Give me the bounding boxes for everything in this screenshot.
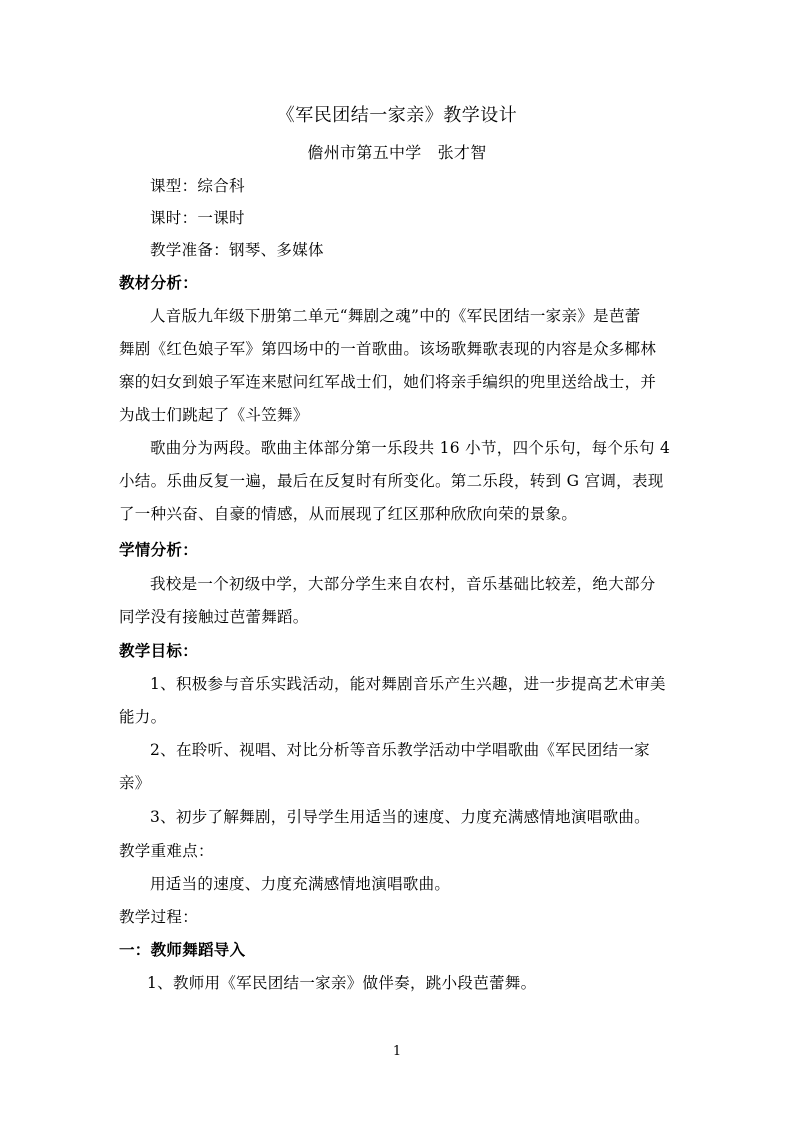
lesson-hours: 课时：一课时	[150, 209, 245, 227]
objective-1: 1、积极参与音乐实践活动，能对舞剧音乐产生兴趣，进一步提高艺术审美	[150, 675, 666, 693]
paragraph-line: 舞剧《红色娘子军》第四场中的一首歌曲。该场歌舞歌表现的内容是众多椰林	[119, 340, 657, 358]
lesson-type: 课型：综合科	[150, 177, 245, 195]
document-title: 《军民团结一家亲》教学设计	[276, 105, 518, 126]
paragraph-line: 寨的妇女到娘子军连来慰问红军战士们，她们将亲手编织的兜里送给战士，并	[119, 373, 657, 391]
process-step-1: 1、教师用《军民团结一家亲》做伴奏，跳小段芭蕾舞。	[147, 974, 537, 992]
page-number: 1	[392, 1044, 402, 1059]
paragraph-line: 小结。乐曲反复一遍，最后在反复时有所变化。第二乐段，转到 G 宫调，表现	[119, 472, 664, 490]
textbook-analysis-heading: 教材分析：	[119, 273, 199, 292]
objective-2-cont: 亲》	[119, 774, 151, 792]
objective-1-cont: 能力。	[119, 708, 167, 726]
student-analysis-heading: 学情分析：	[119, 540, 199, 559]
author-name: 张才智	[437, 143, 487, 162]
key-points-text: 用适当的速度、力度充满感情地演唱歌曲。	[150, 875, 451, 893]
section-1-title: 一：教师舞蹈导入	[119, 940, 246, 959]
objective-2: 2、在聆听、视唱、对比分析等音乐教学活动中学唱歌曲《军民团结一家	[150, 741, 650, 759]
school-name: 儋州市第五中学	[307, 143, 422, 162]
paragraph-line: 了一种兴奋、自豪的情感，从而展现了红区那种欣欣向荣的景象。	[119, 505, 578, 523]
teaching-preparation: 教学准备：钢琴、多媒体	[150, 241, 324, 259]
paragraph-line: 同学没有接触过芭蕾舞蹈。	[119, 608, 309, 626]
paragraph-line: 歌曲分为两段。歌曲主体部分第一乐段共 16 小节，四个乐句，每个乐句 4	[150, 439, 671, 457]
objectives-heading: 教学目标：	[119, 641, 199, 660]
paragraph-line: 为战士们跳起了《斗笠舞》	[119, 406, 309, 424]
key-points-heading: 教学重难点：	[119, 842, 214, 860]
objective-3: 3、初步了解舞剧，引导学生用适当的速度、力度充满感情地演唱歌曲。	[150, 808, 650, 826]
author-line	[0, 142, 794, 164]
paragraph-line: 我校是一个初级中学，大部分学生来自农村，音乐基础比较差，绝大部分	[150, 575, 656, 593]
process-heading: 教学过程：	[119, 908, 199, 926]
paragraph-line: 人音版九年级下册第二单元“舞剧之魂”中的《军民团结一家亲》是芭蕾	[150, 307, 641, 325]
